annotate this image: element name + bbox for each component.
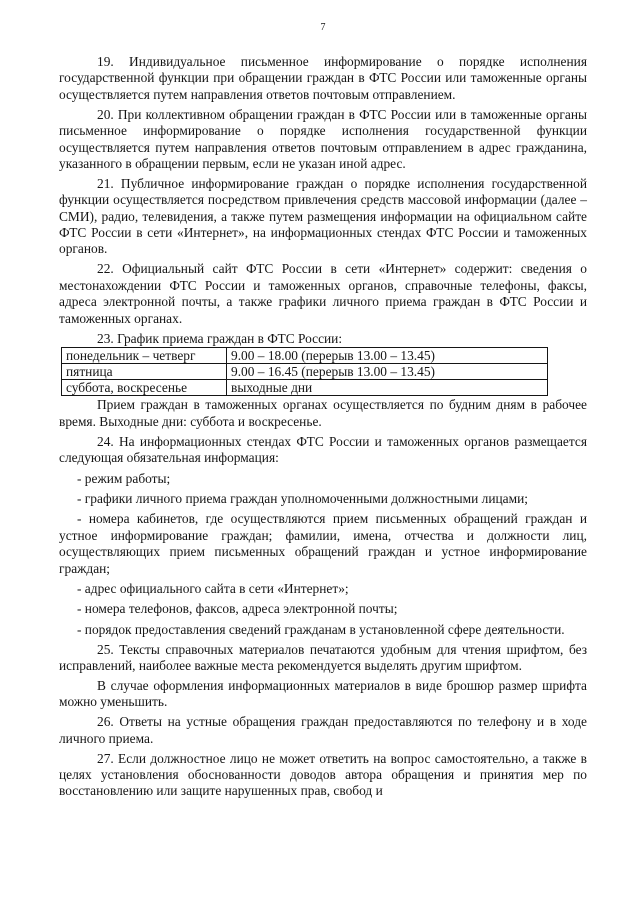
- paragraph-21: 21. Публичное информирование граждан о порядке исполнения государственной функции осуществляется посредством привлечения средств массовой информации (далее – СМИ), радио, телевидения, а также путем размещения информации на официальном сайте ФТС России в сети «Интернет», на информационных стендах ФТС России и таможенных органов.: [59, 175, 587, 257]
- schedule-day: пятница: [62, 363, 227, 379]
- paragraph-19: 19. Индивидуальное письменное информирование о порядке исполнения государственной функции при обращении граждан в ФТС России или таможенные органы осуществляется путем направления ответов почтовым отправлением.: [59, 54, 587, 102]
- schedule-hours: 9.00 – 16.45 (перерыв 13.00 – 13.45): [227, 363, 548, 379]
- document-page: [59, 22, 587, 800]
- paragraph-22: 22. Официальный сайт ФТС России в сети «Интернет» содержит: сведения о местонахождении ФТС России и таможенных органов, справочные телефоны, факсы, адреса электронной почты, а также графики личного приема граждан в ФТС России и таможенных органах.: [59, 261, 587, 326]
- paragraph-23: 23. График приема граждан в ФТС России:: [97, 330, 343, 346]
- schedule-table: [61, 347, 548, 396]
- list-item: - графики личного приема граждан уполномоченными должностными лицами;: [77, 490, 528, 506]
- list-item: - режим работы;: [77, 470, 171, 486]
- paragraph-25-note: В случае оформления информационных материалов в виде брошюр размер шрифта можно уменьшить.: [59, 678, 587, 710]
- reception-note: Прием граждан в таможенных органах осуществляется по будним дням в рабочее время. Выходные дни: суббота и воскресенье.: [59, 397, 587, 429]
- paragraph-20: 20. При коллективном обращении граждан в ФТС России или в таможенные органы письменное информирование о порядке исполнения государственной функции осуществляется путем направления ответов почтовым отправлением в адрес гражданина, указанного в обращении первым, если не указан иной адрес.: [59, 106, 587, 171]
- paragraph-24-intro: 24. На информационных стендах ФТС России и таможенных органов размещается следующая обязательная информация:: [59, 433, 587, 466]
- page-number: 7: [320, 22, 326, 33]
- paragraph-27: 27. Если должностное лицо не может ответить на вопрос самостоятельно, а также в целях установления обоснованности доводов автора обращения и принятия мер по восстановлению или защите нарушенных прав, свобод и: [59, 750, 587, 799]
- table-row: [62, 363, 548, 379]
- list-item: - порядок предоставления сведений гражданам в установленной сфере деятельности.: [77, 621, 565, 637]
- schedule-hours: выходные дни: [227, 379, 548, 395]
- table-row: [62, 379, 548, 395]
- schedule-day: понедельник – четверг: [62, 347, 227, 363]
- list-item: - номера телефонов, факсов, адреса электронной почты;: [77, 601, 398, 617]
- schedule-day: суббота, воскресенье: [62, 379, 227, 395]
- paragraph-25: 25. Тексты справочных материалов печатаются удобным для чтения шрифтом, без исправлений, наиболее важные места рекомендуется выделять другим шрифтом.: [59, 641, 587, 674]
- list-item: - адрес официального сайта в сети «Интернет»;: [77, 580, 349, 596]
- list-item: - номера кабинетов, где осуществляются прием письменных обращений граждан и устное информирование граждан; фамилии, имена, отчества и должности лиц, осуществляющих прием письменных обращений граждан и устное информирование граждан;: [59, 511, 587, 576]
- schedule-hours: 9.00 – 18.00 (перерыв 13.00 – 13.45): [227, 347, 548, 363]
- paragraph-26: 26. Ответы на устные обращения граждан предоставляются по телефону и в ходе личного приема.: [59, 714, 587, 746]
- table-row: [62, 347, 548, 363]
